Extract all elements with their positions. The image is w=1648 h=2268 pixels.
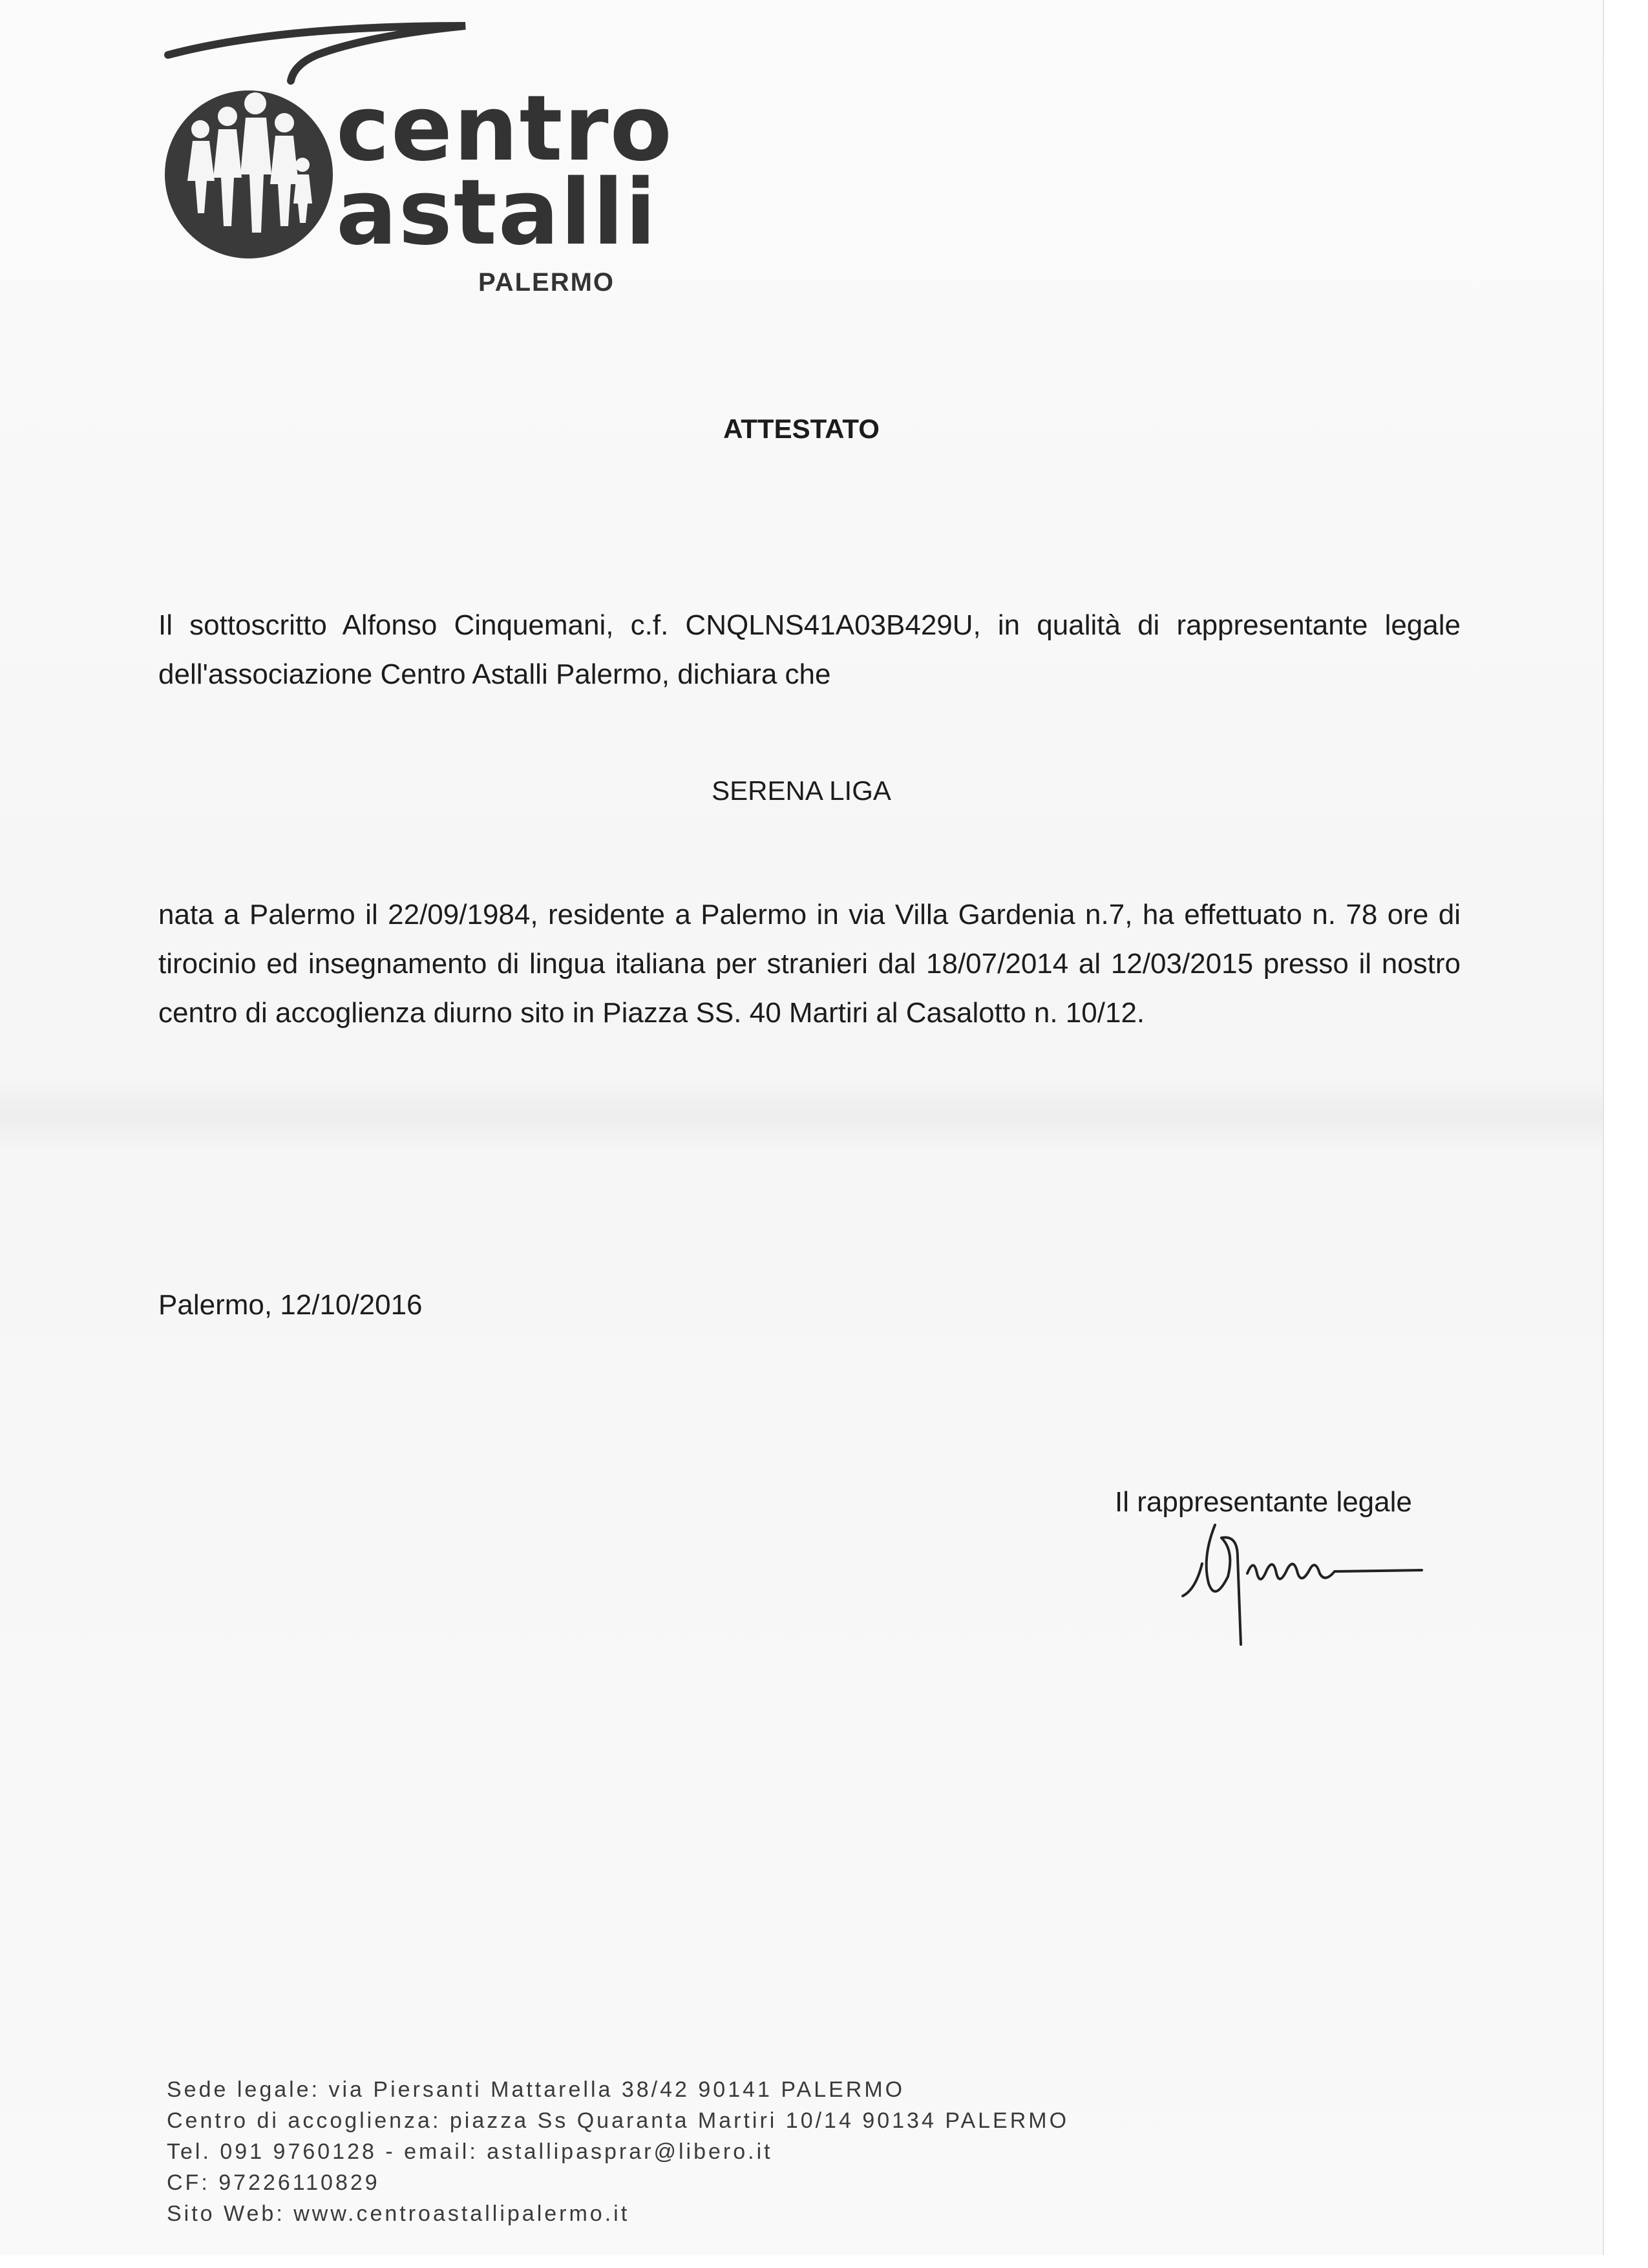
footer-reception-center: Centro di accoglienza: piazza Ss Quaranta Martiri 10/14 90134 PALERMO xyxy=(167,2108,1070,2133)
attestation-details-paragraph: nata a Palermo il 22/09/1984, residente a Palermo in via Villa Gardenia n.7, ha effettuato n. 78 ore di tirocinio ed insegnamento di lingua italiana per stranieri dal 18/07/2014 al 12/03/2015 presso il nostro centro di accoglienza diurno sito in Piazza SS. 40 Martiri al Casalotto n. 10/12. xyxy=(158,899,1461,1029)
place-and-date: Palermo, 12/10/2016 xyxy=(158,1289,423,1321)
centro-astalli-logo xyxy=(155,19,673,297)
handwritten-signature xyxy=(1176,1512,1448,1661)
scan-margin-bottom xyxy=(0,2255,1648,2268)
attested-person-name: SERENA LIGA xyxy=(712,775,891,806)
logo-wordmark-astalli: astalli xyxy=(336,160,658,266)
signatory-label: Il rappresentante legale xyxy=(1115,1486,1412,1518)
logo-wordmark-centro: centro xyxy=(336,76,673,182)
footer-contacts: Tel. 091 9760128 - email: astallipasprar@libero.it xyxy=(167,2139,773,2164)
document-title: ATTESTATO xyxy=(723,414,880,444)
logo-city: PALERMO xyxy=(478,268,615,297)
footer-tax-code: CF: 97226110829 xyxy=(167,2170,380,2195)
scan-margin-right xyxy=(1603,0,1648,2268)
letterhead-footer xyxy=(167,2074,1069,2229)
footer-website: Sito Web: www.centroastallipalermo.it xyxy=(167,2201,630,2226)
footer-registered-office: Sede legale: via Piersanti Mattarella 38/42 90141 PALERMO xyxy=(167,2077,905,2102)
declaration-paragraph: Il sottoscritto Alfonso Cinquemani, c.f. CNQLNS41A03B429U, in qualità di rappresentante legale dell'associazione Centro Astalli Palermo, dichiara che xyxy=(158,609,1461,690)
